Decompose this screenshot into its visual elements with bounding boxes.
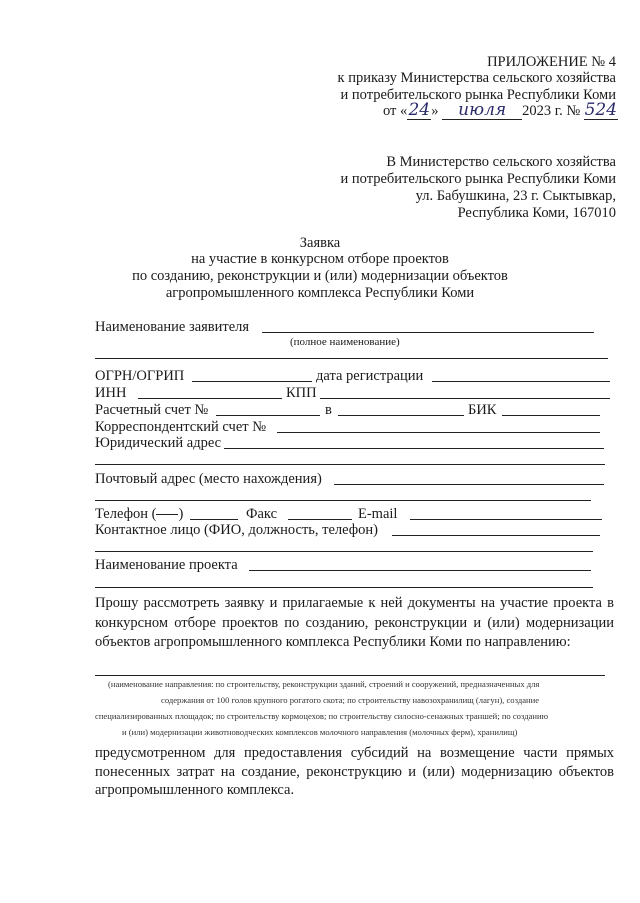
date-prefix: от « bbox=[383, 103, 408, 119]
applicant-name-field[interactable] bbox=[262, 332, 594, 333]
order-line-2: и потребительского рынка Республики Коми bbox=[340, 87, 616, 103]
inn-label: ИНН bbox=[95, 385, 127, 401]
order-number-handwritten: 524 bbox=[584, 100, 618, 120]
contact-label: Контактное лицо (ФИО, должность, телефон) bbox=[95, 522, 379, 538]
account-label: Расчетный счет № bbox=[95, 402, 209, 418]
direction-hint-3: специализированных площадок; по строительству кормоцехов; по строительству силосно-сенажных траншей; по созданию bbox=[95, 711, 549, 721]
appendix-title: ПРИЛОЖЕНИЕ № 4 bbox=[487, 54, 616, 70]
corr-account-label: Корреспондентский счет № bbox=[95, 419, 267, 435]
addressee-line-2: и потребительского рынка Республики Коми bbox=[340, 171, 616, 187]
email-label: E-mail bbox=[358, 506, 398, 522]
phone-label: Телефон ( bbox=[95, 506, 157, 522]
phone-field[interactable] bbox=[190, 519, 238, 520]
project-name-label: Наименование проекта bbox=[95, 557, 238, 573]
reg-date-field[interactable] bbox=[432, 381, 610, 382]
fax-label: Факс bbox=[246, 506, 278, 522]
date-year: 2023 г. № bbox=[522, 103, 581, 119]
postal-address-label: Почтовый адрес (место нахождения) bbox=[95, 471, 322, 487]
order-line-1: к приказу Министерства сельского хозяйства bbox=[337, 70, 616, 86]
kpp-field[interactable] bbox=[320, 398, 610, 399]
date-day-handwritten: 24 bbox=[408, 100, 431, 120]
reg-date-label: дата регистрации bbox=[316, 368, 424, 384]
legal-address-field[interactable] bbox=[224, 448, 604, 449]
form-subtitle-1: на участие в конкурсном отборе проектов bbox=[191, 251, 449, 267]
email-field[interactable] bbox=[410, 519, 602, 520]
legal-address-field-2[interactable] bbox=[95, 464, 605, 465]
direction-field[interactable] bbox=[95, 675, 605, 676]
form-title: Заявка bbox=[299, 235, 341, 251]
addressee-line-4: Республика Коми, 167010 bbox=[457, 205, 616, 221]
project-name-field[interactable] bbox=[249, 570, 591, 571]
phone-code-field[interactable] bbox=[156, 514, 178, 515]
direction-hint-1: (наименование направления: по строительству, реконструкции зданий, строений и сооружений, предназначенных для bbox=[108, 679, 540, 689]
applicant-name-field-2[interactable] bbox=[95, 358, 608, 359]
form-subtitle-3: агропромышленного комплекса Республики Коми bbox=[165, 285, 475, 301]
bik-label: БИК bbox=[468, 402, 497, 418]
project-name-field-2[interactable] bbox=[95, 587, 593, 588]
inn-field[interactable] bbox=[138, 398, 282, 399]
bank-label: в bbox=[325, 402, 332, 418]
contact-field[interactable] bbox=[392, 535, 600, 536]
corr-account-field[interactable] bbox=[277, 432, 600, 433]
date-mid: » bbox=[431, 103, 439, 119]
ogrn-label: ОГРН/ОГРИП bbox=[95, 368, 185, 384]
postal-address-field-2[interactable] bbox=[95, 500, 591, 501]
account-field[interactable] bbox=[216, 415, 320, 416]
direction-hint-4: и (или) модернизации животноводческих комплексов молочного направления (молочных ферм), хранилищ) bbox=[122, 727, 518, 737]
form-subtitle-2: по созданию, реконструкции и (или) модернизации объектов bbox=[132, 268, 508, 284]
direction-hint-2: содержания от 100 голов крупного рогатого скота; по строительству навозохранилищ (лагун), создание bbox=[161, 695, 540, 705]
applicant-name-hint: (полное наименование) bbox=[290, 336, 400, 348]
bik-field[interactable] bbox=[502, 415, 600, 416]
contact-field-2[interactable] bbox=[95, 551, 593, 552]
kpp-label: КПП bbox=[286, 385, 317, 401]
phone-close: ) bbox=[178, 506, 184, 522]
order-date-line bbox=[383, 101, 618, 120]
addressee-line-3: ул. Бабушкина, 23 г. Сыктывкар, bbox=[415, 188, 616, 204]
closing-paragraph: предусмотренном для предоставления субсидий на возмещение части прямых понесенных затрат на создание, реконструкцию и (или) модернизацию объектов агропромышленного комплекса. bbox=[95, 745, 614, 798]
addressee-line-1: В Министерство сельского хозяйства bbox=[386, 154, 616, 170]
bank-field[interactable] bbox=[338, 415, 464, 416]
postal-address-field[interactable] bbox=[334, 484, 604, 485]
legal-address-label: Юридический адрес bbox=[95, 435, 222, 451]
request-paragraph: Прошу рассмотреть заявку и прилагаемые к ней документы на участие проекта в конкурсном отборе проектов по созданию, реконструкции и (или) модернизации объектов агропромышленного комплекса Республики Коми по направлению: bbox=[95, 595, 614, 650]
date-month-handwritten: июля bbox=[442, 101, 522, 120]
fax-field[interactable] bbox=[288, 519, 352, 520]
ogrn-field[interactable] bbox=[192, 381, 312, 382]
applicant-name-label: Наименование заявителя bbox=[95, 319, 250, 335]
